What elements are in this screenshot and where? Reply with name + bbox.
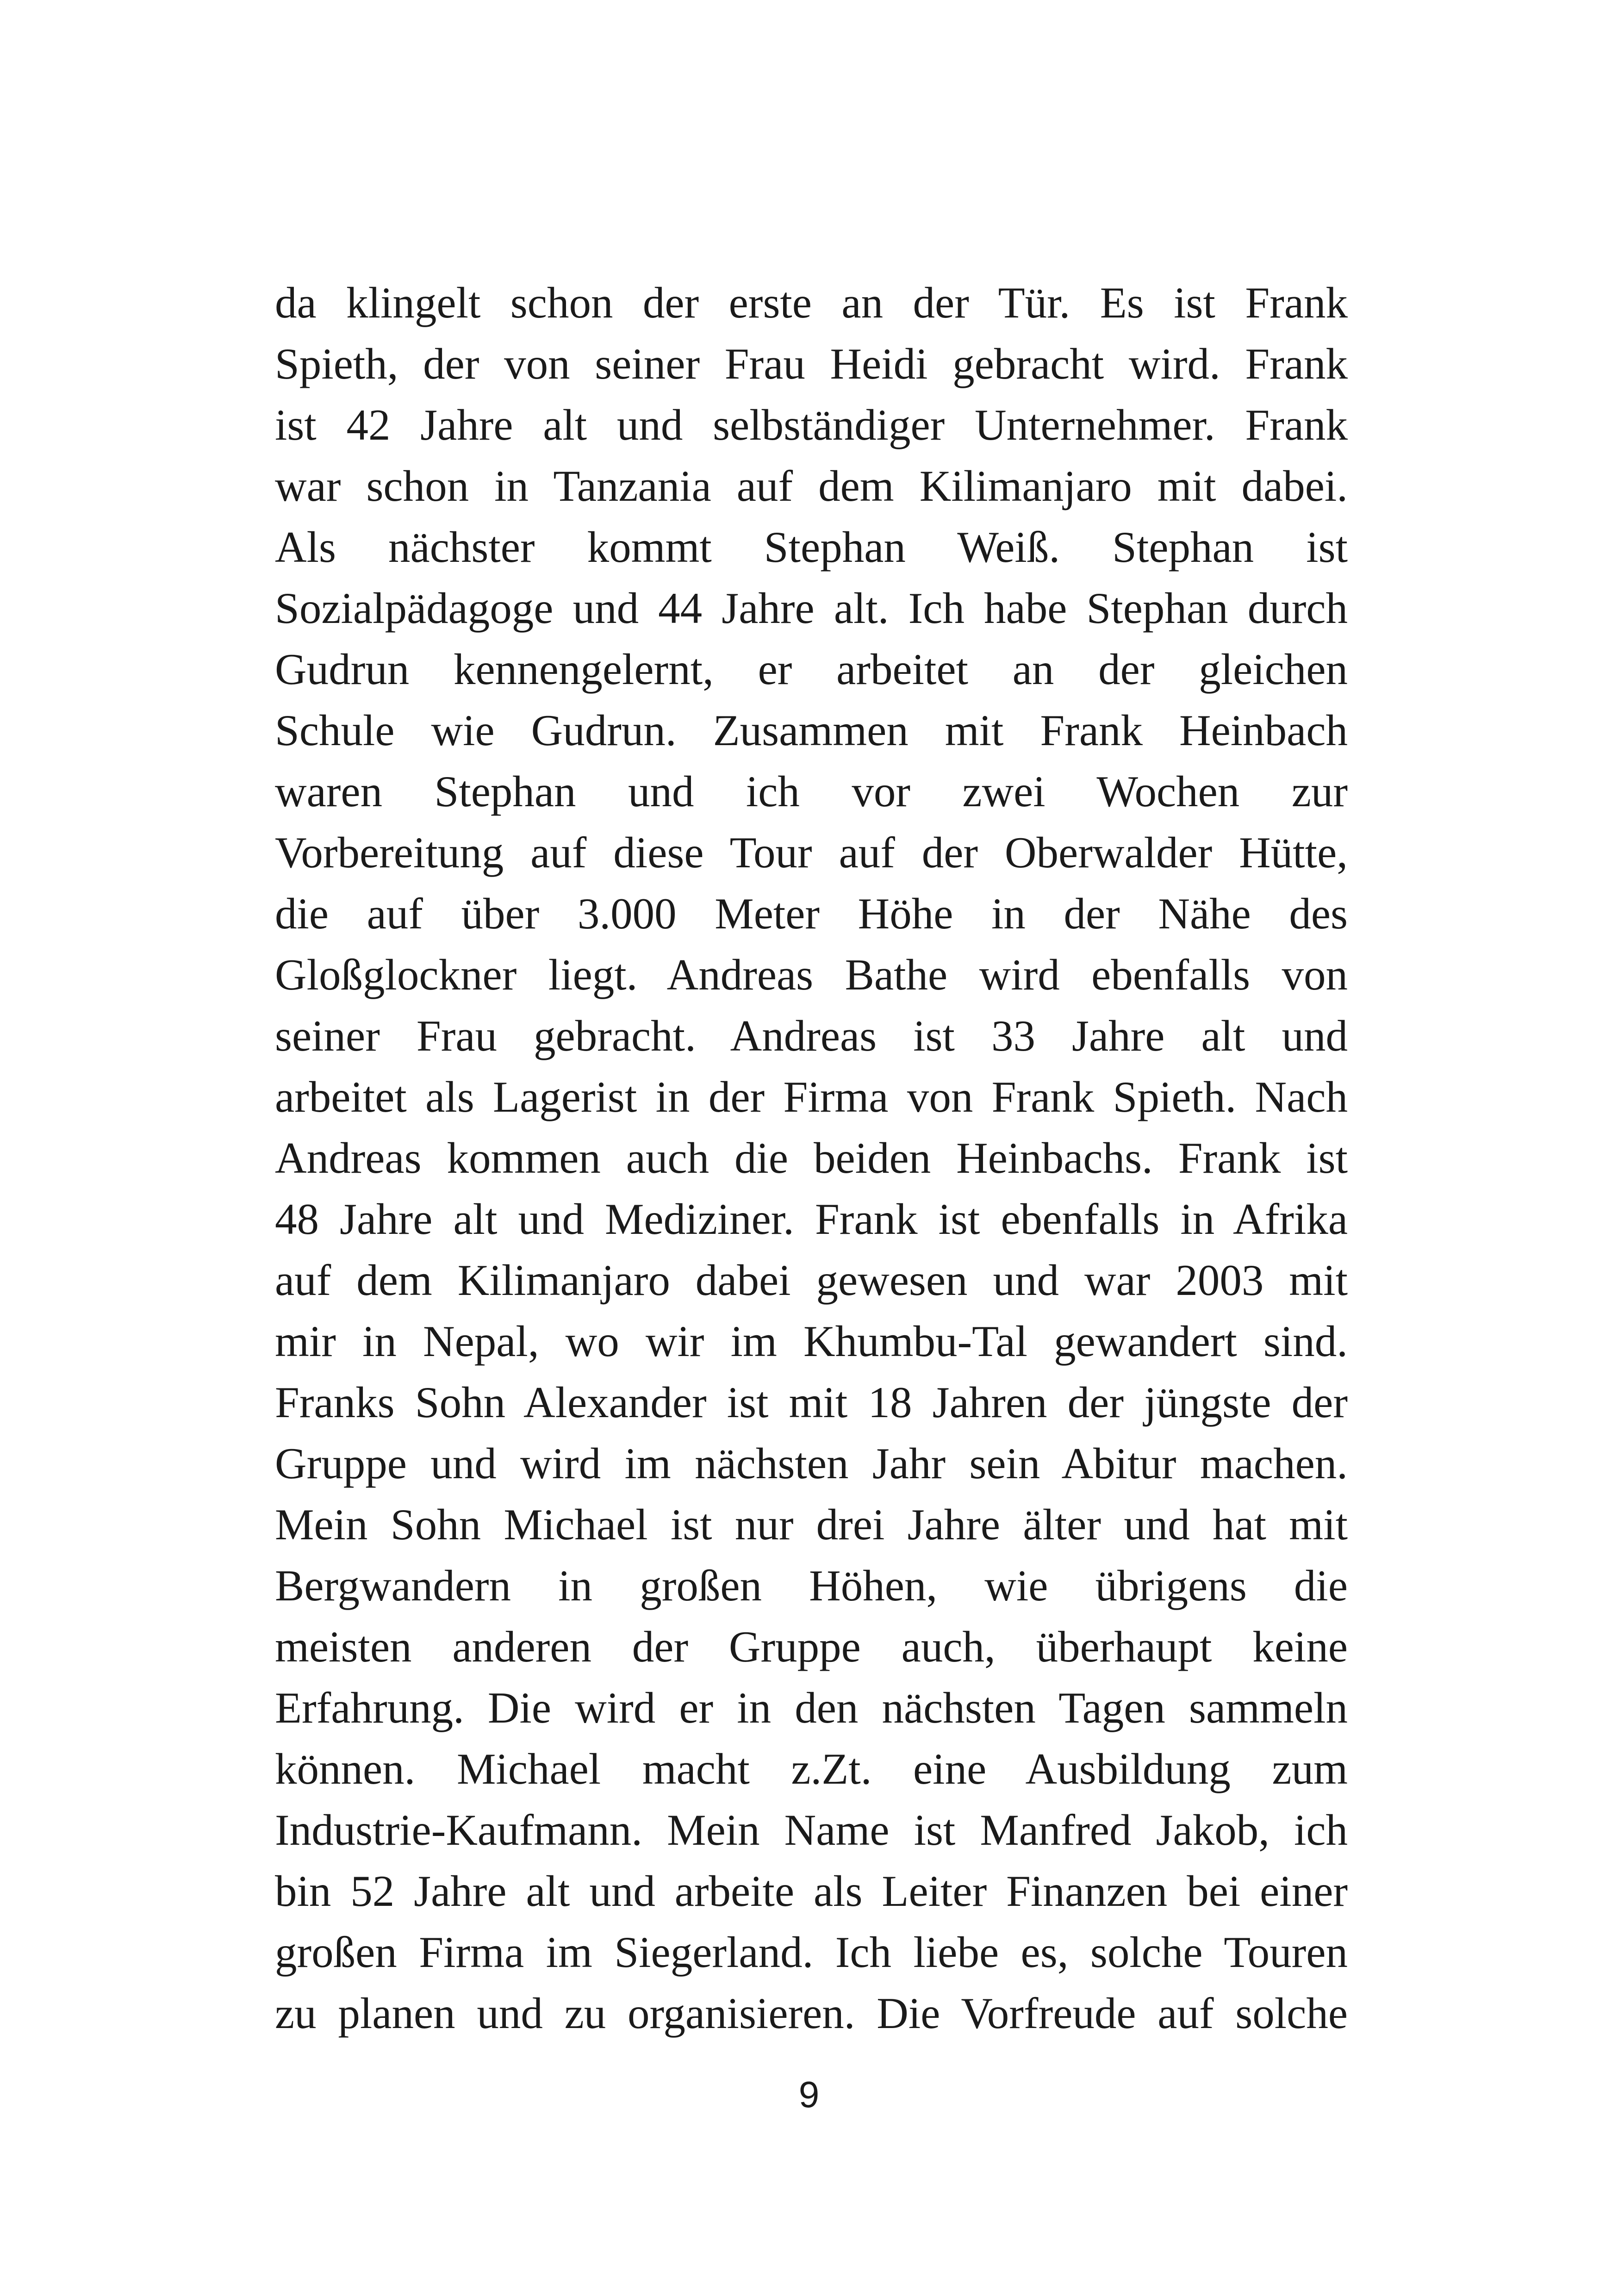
text-line: zu planen und zu organisieren. Die Vorfreude auf solche [275, 1989, 1348, 2038]
page-number: 9 [798, 2074, 820, 2115]
text-line: Mein Sohn Michael ist nur drei Jahre älter und hat mit [275, 1500, 1348, 1549]
text-line: war schon in Tanzania auf dem Kilimanjaro mit dabei. [275, 461, 1348, 510]
text-line: auf dem Kilimanjaro dabei gewesen und war 2003 mit [275, 1256, 1348, 1305]
text-line: Gruppe und wird im nächsten Jahr sein Abitur machen. [275, 1439, 1348, 1488]
text-line: Sozialpädagoge und 44 Jahre alt. Ich habe Stephan durch [275, 584, 1348, 633]
text-line: Als nächster kommt Stephan Weiß. Stephan ist [275, 523, 1348, 572]
text-line: seiner Frau gebracht. Andreas ist 33 Jahre alt und [275, 1011, 1348, 1060]
text-line: Spieth, der von seiner Frau Heidi gebracht wird. Frank [275, 339, 1348, 388]
text-line: Franks Sohn Alexander ist mit 18 Jahren der jüngste der [275, 1378, 1348, 1427]
text-line: großen Firma im Siegerland. Ich liebe es, solche Touren [275, 1928, 1348, 1977]
text-line: Schule wie Gudrun. Zusammen mit Frank Heinbach [275, 706, 1348, 755]
text-line: 48 Jahre alt und Mediziner. Frank ist ebenfalls in Afrika [275, 1195, 1348, 1244]
text-line: arbeitet als Lagerist in der Firma von Frank Spieth. Nach [275, 1072, 1348, 1121]
text-line: Bergwandern in großen Höhen, wie übrigens die [275, 1561, 1348, 1610]
body-text [275, 272, 1348, 2044]
text-line: Andreas kommen auch die beiden Heinbachs. Frank ist [275, 1133, 1348, 1182]
text-line: mir in Nepal, wo wir im Khumbu-Tal gewandert sind. [275, 1317, 1348, 1366]
text-line: meisten anderen der Gruppe auch, überhaupt keine [275, 1622, 1348, 1671]
text-line: waren Stephan und ich vor zwei Wochen zur [275, 767, 1348, 816]
text-line: Gudrun kennengelernt, er arbeitet an der gleichen [275, 645, 1348, 694]
text-line: Erfahrung. Die wird er in den nächsten Tagen sammeln [275, 1683, 1348, 1732]
text-line: Gloßglockner liegt. Andreas Bathe wird ebenfalls von [275, 950, 1348, 999]
text-line: Vorbereitung auf diese Tour auf der Oberwalder Hütte, [275, 828, 1348, 877]
text-line: da klingelt schon der erste an der Tür. Es ist Frank [275, 278, 1348, 327]
text-line: können. Michael macht z.Zt. eine Ausbildung zum [275, 1744, 1348, 1793]
text-line: Industrie-Kaufmann. Mein Name ist Manfred Jakob, ich [275, 1805, 1348, 1854]
text-line: ist 42 Jahre alt und selbständiger Unternehmer. Frank [275, 400, 1348, 449]
text-line: die auf über 3.000 Meter Höhe in der Nähe des [275, 889, 1348, 938]
text-line: bin 52 Jahre alt und arbeite als Leiter Finanzen bei einer [275, 1867, 1348, 1916]
